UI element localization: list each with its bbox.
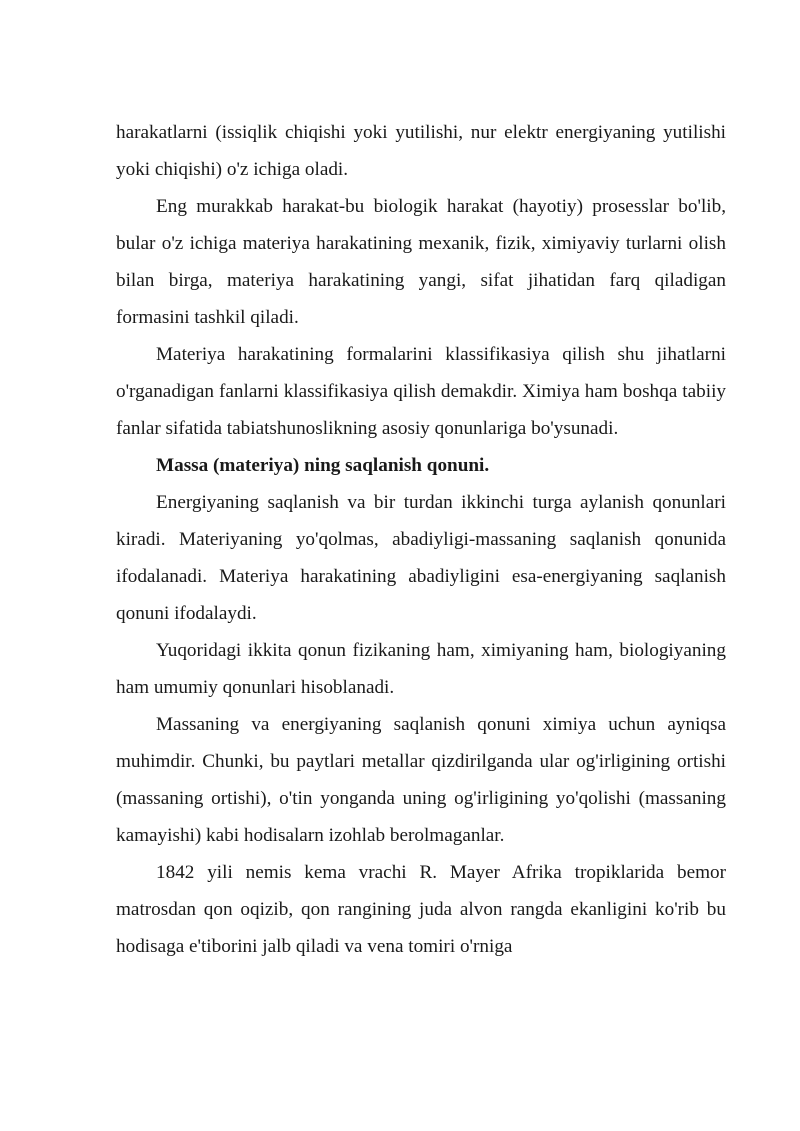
paragraph-mass-energy: Massaning va energiyaning saqlanish qonuni ximiya uchun ayniqsa muhimdir. Chunki, bu paytlari metallar qizdirilganda ular og'irligining ortishi (massaning ortishi), o'tin yonganda uning og'irligining yo'qolishi (massaning kamayishi) kabi hodisalarn izohlab berolmaganlar.	[116, 714, 726, 846]
section-heading: Massa (materiya) ning saqlanish qonuni.	[156, 455, 490, 476]
paragraph-general-laws: Yuqoridagi ikkita qonun fizikaning ham, ximiyaning ham, biologiyaning ham umumiy qonunlari hisoblanadi.	[116, 640, 726, 698]
paragraph-classification: Materiya harakatining formalarini klassifikasiya qilish shu jihatlarni o'rganadigan fanlarni klassifikasiya qilish demakdir. Ximiya ham boshqa tabiiy fanlar sifatida tabiatshunoslikning asosiy qonunlariga bo'ysunadi.	[116, 344, 726, 439]
paragraph-mayer: 1842 yili nemis kema vrachi R. Mayer Afrika tropiklarida bemor matrosdan qon oqizib, qon rangining juda alvon rangda ekanligini ko'rib bu hodisaga e'tiborini jalb qiladi va vena tomiri o'rniga	[116, 862, 726, 957]
paragraph-energy-conservation: Energiyaning saqlanish va bir turdan ikkinchi turga aylanish qonunlari kiradi. Materiyaning yo'qolmas, abadiyligi-massaning saqlanish qonunida ifodalanadi. Materiya harakatining abadiyligini esa-energiyaning saqlanish qonuni ifodalaydi.	[116, 492, 726, 624]
paragraph-continuation: harakatlarni (issiqlik chiqishi yoki yutilishi, nur elektr energiyaning yutilishi yoki chiqishi) o'z ichiga oladi.	[116, 122, 726, 180]
paragraph-biological-motion: Eng murakkab harakat-bu biologik harakat (hayotiy) prosesslar bo'lib, bular o'z ichiga materiya harakatining mexanik, fizik, ximiyaviy turlarni olish bilan birga, materiya harakatining yangi, sifat jihatidan farq qiladigan formasini tashkil qiladi.	[116, 196, 726, 328]
document-page	[116, 114, 726, 965]
